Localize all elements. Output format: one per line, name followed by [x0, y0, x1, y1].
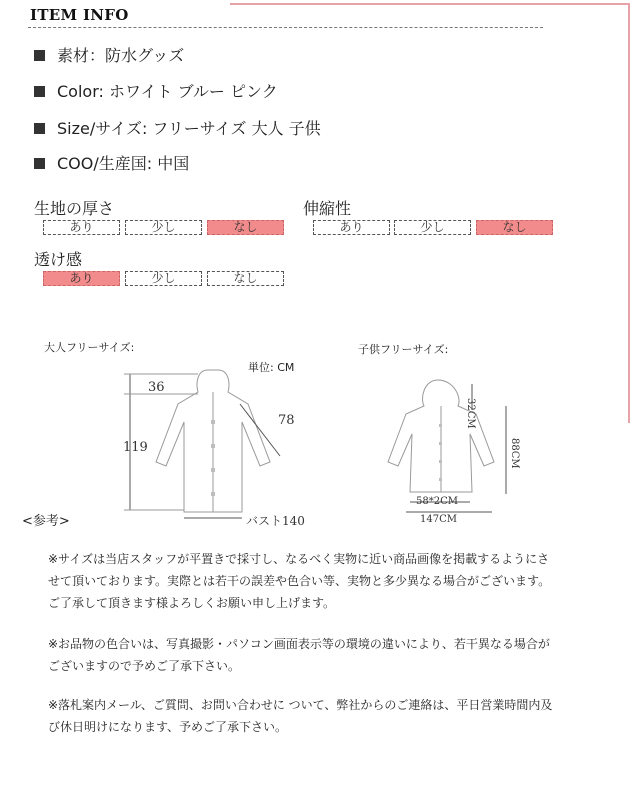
attr-thickness-title: 生地の厚さ [34, 199, 115, 218]
child-raincoat-outline [388, 380, 494, 492]
spec-color: Color: ホワイト ブルー ピンク [34, 79, 278, 102]
note-size-measurement: ※サイズは当店スタッフが平置きで採寸し、なるべく実物に近い商品画像を掲載するようにさせて頂いております。実際とは若干の誤差や色合い等、実物と多少異なる場合がございます。ご了承して頂きます様よろしくお願い申し上げます。 [48, 552, 551, 610]
adult-bust-dimension: バスト140 [246, 514, 305, 528]
attr-stretch-option-none: なし [476, 220, 553, 235]
unit-label: 単位: CM [248, 361, 295, 374]
bullet-icon [34, 50, 45, 61]
adult-hood-dimension: 36 [148, 380, 165, 395]
spec-size: Size/サイズ: フリーサイズ 大人 子供 [34, 116, 321, 139]
attr-stretch-option-little: 少し [394, 220, 471, 235]
adult-raincoat-outline [156, 370, 270, 512]
bullet-icon [34, 158, 45, 169]
spec-material: 素材：防水グッズ [34, 43, 184, 66]
adult-sleeve-dimension: 78 [278, 413, 295, 428]
child-chest-dimension: 58*2CM [416, 496, 458, 507]
child-size-label: 子供フリーサイズ: [358, 343, 449, 356]
child-width-dimension: 147CM [420, 514, 457, 525]
spec-origin: COO/生産国: 中国 [34, 151, 189, 174]
bullet-icon [34, 123, 45, 134]
attr-stretch-title: 伸縮性 [303, 199, 352, 218]
attr-sheer-option-none: なし [207, 271, 284, 286]
bullet-icon [34, 86, 45, 97]
header-divider [28, 27, 543, 28]
attr-sheer-option-little: 少し [125, 271, 202, 286]
note-color-variance: ※お品物の色合いは、写真撮影・パソコン画面表示等の環境の違いにより、若干異なる場合がございますので予めご了承下さい。 [48, 637, 550, 673]
adult-length-dimension: 119 [123, 440, 148, 455]
child-dimension-lines [406, 384, 506, 512]
attr-thickness-option-little: 少し [125, 220, 202, 235]
section-title: ITEM INFO [30, 6, 129, 24]
note-contact-hours: ※落札案内メール、ご質問、お問い合わせに ついて、弊社からのご連絡は、平日営業時間内及び休日明けになります、予めご了承下さい。 [48, 698, 553, 734]
accent-line-right [628, 3, 630, 423]
attr-stretch-option-yes: あり [313, 220, 390, 235]
child-length-dimension: 88CM [509, 438, 520, 469]
attr-sheer-title: 透け感 [34, 250, 83, 269]
attr-thickness-option-yes: あり [43, 220, 120, 235]
attr-thickness-option-none: なし [207, 220, 284, 235]
accent-line-top [230, 3, 630, 5]
attr-sheer-option-yes: あり [43, 271, 120, 286]
reference-label: <参考> [22, 514, 70, 529]
child-hood-dimension: 32CM [465, 398, 476, 429]
adult-size-label: 大人フリーサイズ: [44, 341, 135, 354]
